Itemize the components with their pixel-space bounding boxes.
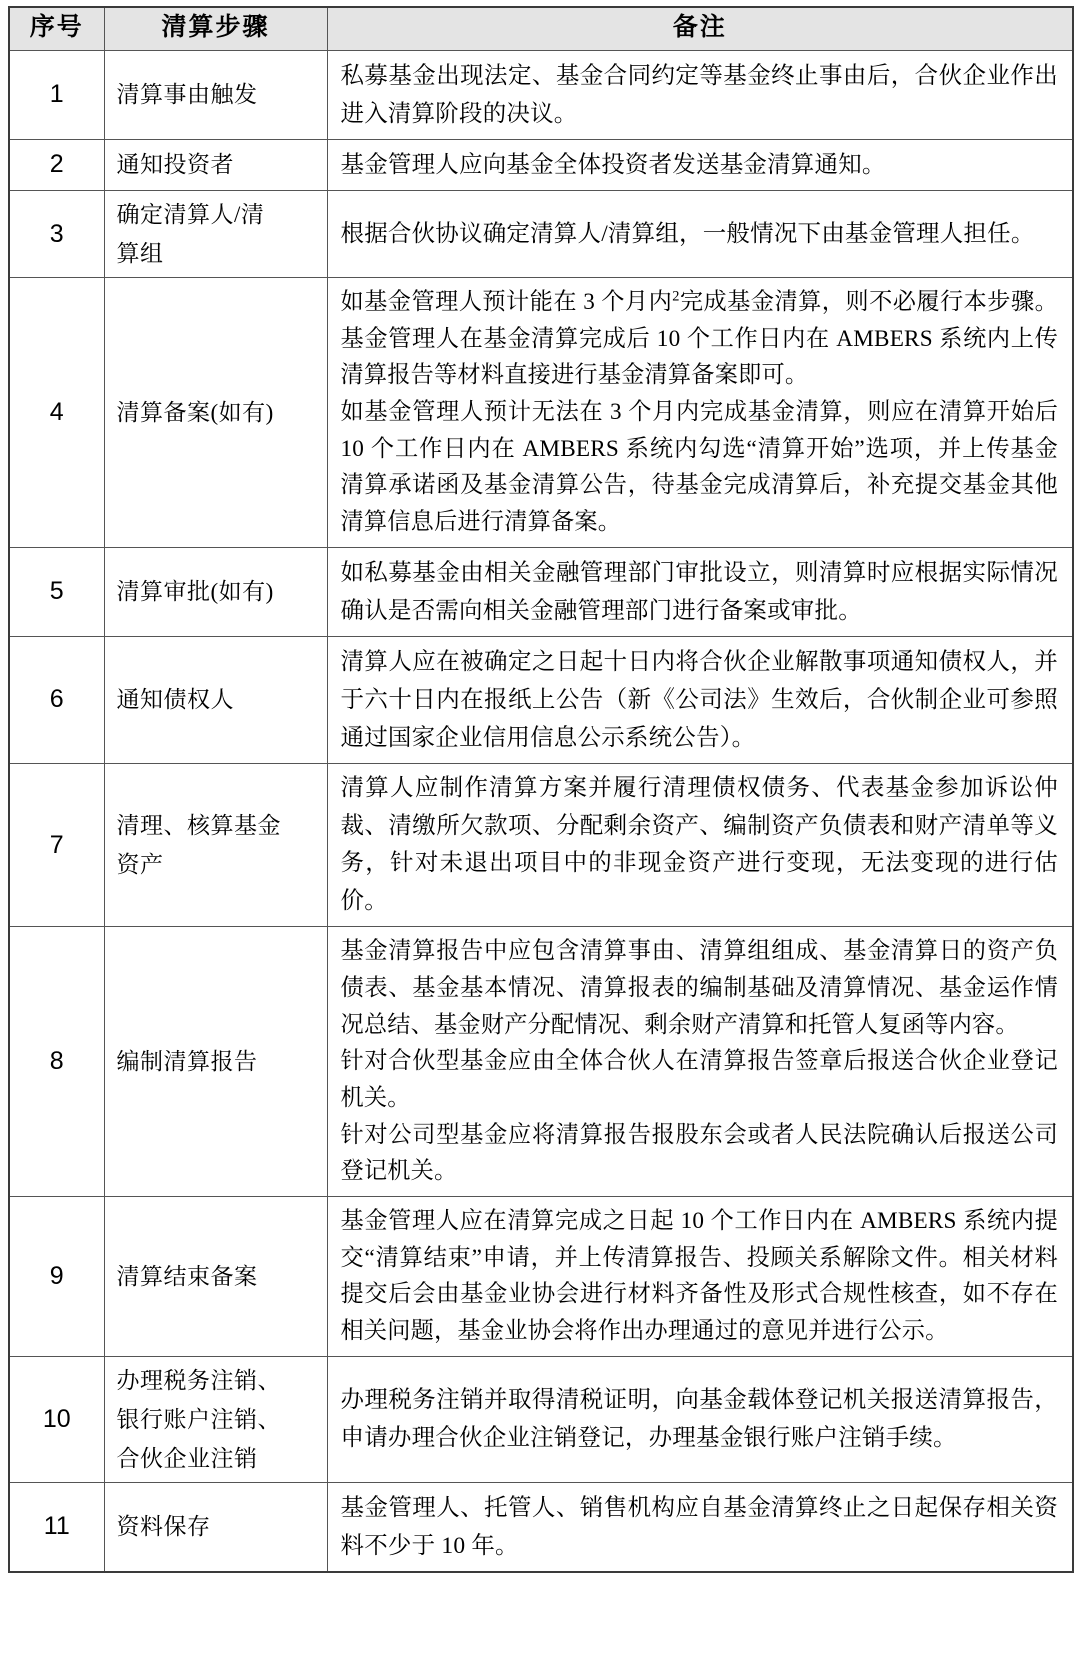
remark-paragraph: 针对公司型基金应将清算报告报股东会或者人民法院确认后报送公司登记机关。 bbox=[340, 1121, 1058, 1185]
remark-paragraph: 如私募基金由相关金融管理部门审批设立，则清算时应根据实际情况确认是否需向相关金融管理部门进行备案或审批。 bbox=[340, 559, 1058, 624]
remark-paragraph: 清算人应制作清算方案并履行清理债权债务、代表基金参加诉讼仲裁、清缴所欠款项、分配剩余资产、编制资产负债表和财产清单等义务，针对未退出项目中的非现金资产进行变现，无法变现的进行估价。 bbox=[340, 775, 1058, 914]
cell-sequence-number: 1 bbox=[9, 50, 104, 139]
cell-step-name bbox=[104, 278, 327, 548]
table-row bbox=[9, 1197, 1073, 1357]
remark-paragraph: 如基金管理人预计能在 3 个月内$^2$完成基金清算，则不必履行本步骤。基金管理人在基金清算完成后 10 个工作日内在 AMBERS 系统内上传清算报告等材料直接进行基金清算备案即可。 bbox=[340, 288, 1058, 389]
step-name-line: 办理税务注销、 bbox=[116, 1367, 281, 1393]
cell-sequence-number: 9 bbox=[9, 1197, 104, 1357]
step-name-line: 清算备案(如有) bbox=[116, 399, 274, 425]
cell-remark bbox=[327, 927, 1073, 1197]
table-row bbox=[9, 139, 1073, 190]
table-row bbox=[9, 1356, 1073, 1482]
step-name-line: 资料保存 bbox=[116, 1514, 211, 1540]
table-header-row bbox=[9, 7, 1073, 50]
table-row bbox=[9, 50, 1073, 139]
remark-paragraph: 如基金管理人预计无法在 3 个月内完成基金清算，则应在清算开始后 10 个工作日内在 AMBERS 系统内勾选“清算开始”选项，并上传基金清算承诺函及基金清算公告，待基金完成清算后，补充提交基金其他清算信息后进行清算备案。 bbox=[340, 399, 1058, 536]
cell-remark bbox=[327, 139, 1073, 190]
step-name-line: 通知债权人 bbox=[116, 687, 234, 713]
cell-sequence-number: 11 bbox=[9, 1482, 104, 1572]
step-name-line: 编制清算报告 bbox=[116, 1049, 258, 1075]
table-header bbox=[9, 7, 1073, 50]
remark-paragraph: 针对合伙型基金应由全体合伙人在清算报告签章后报送合伙企业登记机关。 bbox=[340, 1048, 1058, 1112]
remark-paragraph: 清算人应在被确定之日起十日内将合伙企业解散事项通知债权人，并于六十日内在报纸上公告（新《公司法》生效后，合伙制企业可参照通过国家企业信用信息公示系统公告）。 bbox=[340, 648, 1058, 751]
cell-remark bbox=[327, 278, 1073, 548]
cell-sequence-number: 3 bbox=[9, 190, 104, 277]
step-name-line: 合伙企业注销 bbox=[116, 1445, 258, 1471]
step-name-line: 清算结束备案 bbox=[116, 1263, 258, 1289]
cell-remark bbox=[327, 1356, 1073, 1482]
step-name-line: 确定清算人/清 bbox=[116, 201, 265, 227]
remark-paragraph: 办理税务注销并取得清税证明，向基金载体登记机关报送清算报告，申请办理合伙企业注销登记，办理基金银行账户注销手续。 bbox=[340, 1387, 1058, 1452]
footnote-marker: 2 bbox=[672, 288, 680, 305]
cell-remark bbox=[327, 636, 1073, 763]
cell-sequence-number: 8 bbox=[9, 927, 104, 1197]
remark-paragraph: 基金管理人应在清算完成之日起 10 个工作日内在 AMBERS 系统内提交“清算结束”申请，并上传清算报告、投顾关系解除文件。相关材料提交后会由基金业协会进行材料齐备性及形式合规性核查，如不存在相关问题，基金业协会将作出办理通过的意见并进行公示。 bbox=[340, 1208, 1058, 1344]
table-row bbox=[9, 190, 1073, 277]
cell-sequence-number: 10 bbox=[9, 1356, 104, 1482]
remark-paragraph: 根据合伙协议确定清算人/清算组，一般情况下由基金管理人担任。 bbox=[340, 221, 1035, 247]
column-header-step: 清算步骤 bbox=[104, 7, 327, 50]
table-row bbox=[9, 278, 1073, 548]
cell-remark bbox=[327, 190, 1073, 277]
cell-remark bbox=[327, 50, 1073, 139]
cell-sequence-number: 2 bbox=[9, 139, 104, 190]
cell-step-name bbox=[104, 636, 327, 763]
cell-step-name bbox=[104, 50, 327, 139]
table-row bbox=[9, 927, 1073, 1197]
cell-step-name bbox=[104, 139, 327, 190]
cell-remark bbox=[327, 1197, 1073, 1357]
column-header-note: 备注 bbox=[327, 7, 1073, 50]
cell-step-name bbox=[104, 927, 327, 1197]
cell-sequence-number: 4 bbox=[9, 278, 104, 548]
cell-step-name bbox=[104, 547, 327, 636]
cell-step-name bbox=[104, 1356, 327, 1482]
table-row bbox=[9, 547, 1073, 636]
table-row bbox=[9, 636, 1073, 763]
step-name-line: 清算审批(如有) bbox=[116, 579, 274, 605]
step-name-line: 通知投资者 bbox=[116, 152, 234, 178]
cell-remark bbox=[327, 764, 1073, 927]
step-name-line: 算组 bbox=[116, 241, 164, 267]
table-row bbox=[9, 1482, 1073, 1572]
remark-paragraph: 基金清算报告中应包含清算事由、清算组组成、基金清算日的资产负债表、基金基本情况、清算报表的编制基础及清算情况、基金运作情况总结、基金财产分配情况、剩余财产清算和托管人复函等内容。 bbox=[340, 938, 1058, 1038]
remark-paragraph: 基金管理人应向基金全体投资者发送基金清算通知。 bbox=[340, 151, 886, 178]
table-body bbox=[9, 50, 1073, 1572]
cell-sequence-number: 5 bbox=[9, 547, 104, 636]
cell-remark bbox=[327, 1482, 1073, 1572]
cell-step-name bbox=[104, 190, 327, 277]
cell-step-name bbox=[104, 1482, 327, 1572]
cell-step-name bbox=[104, 764, 327, 927]
step-name-line: 资产 bbox=[116, 852, 164, 878]
cell-sequence-number: 7 bbox=[9, 764, 104, 927]
remark-paragraph: 基金管理人、托管人、销售机构应自基金清算终止之日起保存相关资料不少于 10 年。 bbox=[340, 1494, 1058, 1559]
cell-step-name bbox=[104, 1197, 327, 1357]
table-row bbox=[9, 764, 1073, 927]
remark-paragraph: 私募基金出现法定、基金合同约定等基金终止事由后，合伙企业作出进入清算阶段的决议。 bbox=[340, 62, 1058, 127]
step-name-line: 清理、核算基金 bbox=[116, 813, 281, 839]
liquidation-steps-table bbox=[8, 6, 1074, 1573]
cell-remark bbox=[327, 547, 1073, 636]
step-name-line: 清算事由触发 bbox=[116, 82, 258, 108]
cell-sequence-number: 6 bbox=[9, 636, 104, 763]
column-header-seq: 序号 bbox=[9, 7, 104, 50]
step-name-line: 银行账户注销、 bbox=[116, 1406, 281, 1432]
